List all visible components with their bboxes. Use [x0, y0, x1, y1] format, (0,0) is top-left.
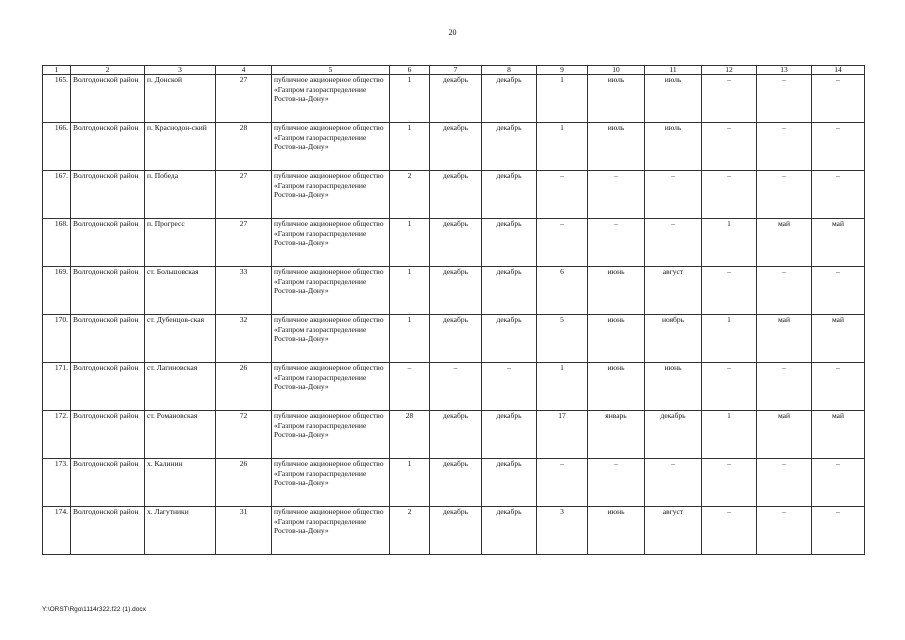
table-cell: п. Победа	[145, 171, 216, 219]
table-cell: Волгодонской район	[71, 75, 145, 123]
table-cell: июль	[588, 75, 645, 123]
table-cell: Волгодонской район	[71, 267, 145, 315]
column-number-header: 6	[390, 66, 430, 75]
table-cell: –	[812, 459, 865, 507]
table-cell: декабрь	[482, 171, 537, 219]
table-cell: 1	[390, 315, 430, 363]
table-cell: декабрь	[430, 75, 482, 123]
table-cell: –	[702, 459, 757, 507]
table-cell: 1	[390, 459, 430, 507]
table-cell: 1	[390, 267, 430, 315]
table-cell: 1	[702, 219, 757, 267]
table-cell: 166.	[43, 123, 71, 171]
table-cell: –	[757, 171, 812, 219]
table-cell: 6	[537, 267, 588, 315]
table-cell: Волгодонской район	[71, 315, 145, 363]
table-cell: июнь	[588, 507, 645, 555]
table-cell: 169.	[43, 267, 71, 315]
table-cell: июль	[645, 123, 702, 171]
table-cell: публичное акционерное общество «Газпром газораспределение Ростов-на-Дону»	[272, 171, 390, 219]
table-cell: 1	[390, 123, 430, 171]
table-cell: публичное акционерное общество «Газпром газораспределение Ростов-на-Дону»	[272, 507, 390, 555]
table-cell: –	[702, 123, 757, 171]
table-cell: –	[757, 267, 812, 315]
table-cell: –	[812, 507, 865, 555]
table-cell: –	[757, 459, 812, 507]
table-cell: –	[812, 363, 865, 411]
table-cell: –	[812, 75, 865, 123]
table-row	[43, 363, 865, 411]
table-cell: публичное акционерное общество «Газпром газораспределение Ростов-на-Дону»	[272, 219, 390, 267]
table-row	[43, 507, 865, 555]
table-cell: Волгодонской район	[71, 507, 145, 555]
table-cell: –	[812, 171, 865, 219]
column-number-header: 4	[216, 66, 272, 75]
table-cell: июнь	[588, 267, 645, 315]
column-number-header: 10	[588, 66, 645, 75]
table-cell: Волгодонской район	[71, 219, 145, 267]
table-cell: май	[812, 219, 865, 267]
table-cell: 33	[216, 267, 272, 315]
table-cell: декабрь	[482, 267, 537, 315]
table-cell: х. Лагутники	[145, 507, 216, 555]
table-row	[43, 267, 865, 315]
table-cell: –	[588, 459, 645, 507]
column-number-header: 1	[43, 66, 71, 75]
table-cell: декабрь	[482, 75, 537, 123]
column-number-header: 8	[482, 66, 537, 75]
table-cell: 1	[390, 75, 430, 123]
table-cell: –	[645, 459, 702, 507]
table-cell: 27	[216, 171, 272, 219]
table-cell: Волгодонской район	[71, 123, 145, 171]
table-cell: июнь	[645, 363, 702, 411]
table-cell: май	[757, 315, 812, 363]
table-cell: п. Краснодон-ский	[145, 123, 216, 171]
table-cell: –	[757, 75, 812, 123]
table-cell: август	[645, 267, 702, 315]
table-cell: –	[812, 267, 865, 315]
table-cell: 72	[216, 411, 272, 459]
table-cell: май	[757, 219, 812, 267]
table-cell: 17	[537, 411, 588, 459]
table-cell: июнь	[588, 363, 645, 411]
table-cell: –	[390, 363, 430, 411]
column-number-header: 14	[812, 66, 865, 75]
table-row	[43, 75, 865, 123]
table-cell: май	[812, 411, 865, 459]
table-cell: 26	[216, 459, 272, 507]
table-cell: январь	[588, 411, 645, 459]
table-cell: 27	[216, 219, 272, 267]
table-cell: июнь	[588, 315, 645, 363]
column-number-header: 3	[145, 66, 216, 75]
table-cell: май	[812, 315, 865, 363]
table-cell: декабрь	[430, 507, 482, 555]
table-cell: –	[757, 363, 812, 411]
table-cell: 1	[537, 123, 588, 171]
table-cell: 2	[390, 171, 430, 219]
table-cell: 27	[216, 75, 272, 123]
table-cell: ст. Лагиновская	[145, 363, 216, 411]
table-cell: 1	[702, 411, 757, 459]
table-cell: декабрь	[430, 219, 482, 267]
table-cell: –	[588, 219, 645, 267]
column-number-header: 12	[702, 66, 757, 75]
table-cell: ст. Большовская	[145, 267, 216, 315]
table-cell: публичное акционерное общество «Газпром газораспределение Ростов-на-Дону»	[272, 459, 390, 507]
table-cell: –	[702, 75, 757, 123]
table-cell: Волгодонской район	[71, 171, 145, 219]
table-cell: –	[757, 507, 812, 555]
table-cell: Волгодонской район	[71, 411, 145, 459]
column-number-header: 5	[272, 66, 390, 75]
table-cell: –	[757, 123, 812, 171]
table-cell: 1	[537, 75, 588, 123]
table-cell: –	[812, 123, 865, 171]
table-cell: 32	[216, 315, 272, 363]
table-cell: х. Калинин	[145, 459, 216, 507]
table-cell: –	[702, 507, 757, 555]
table-row	[43, 123, 865, 171]
column-number-header: 11	[645, 66, 702, 75]
page-number: 20	[448, 28, 457, 37]
table-cell: п. Прогресс	[145, 219, 216, 267]
table-cell: декабрь	[430, 411, 482, 459]
table-cell: 172.	[43, 411, 71, 459]
table-cell: 1	[702, 315, 757, 363]
table-cell: 173.	[43, 459, 71, 507]
schedule-table	[42, 65, 865, 555]
table-cell: публичное акционерное общество «Газпром газораспределение Ростов-на-Дону»	[272, 123, 390, 171]
table-cell: –	[537, 171, 588, 219]
table-cell: декабрь	[430, 123, 482, 171]
table-cell: –	[702, 171, 757, 219]
footer-file-path: Y:\ORST\Rgo\1114r322.f22 (1).docx	[42, 606, 146, 613]
table-cell: август	[645, 507, 702, 555]
table-cell: Волгодонской район	[71, 363, 145, 411]
table-cell: 174.	[43, 507, 71, 555]
table-cell: декабрь	[430, 315, 482, 363]
table-cell: май	[757, 411, 812, 459]
table-cell: 5	[537, 315, 588, 363]
table-cell: –	[537, 459, 588, 507]
table-cell: –	[702, 267, 757, 315]
table-cell: декабрь	[482, 411, 537, 459]
table-cell: п. Донской	[145, 75, 216, 123]
table-cell: публичное акционерное общество «Газпром газораспределение Ростов-на-Дону»	[272, 363, 390, 411]
table-row	[43, 411, 865, 459]
table-cell: 3	[537, 507, 588, 555]
table-cell: 31	[216, 507, 272, 555]
table-cell: публичное акционерное общество «Газпром газораспределение Ростов-на-Дону»	[272, 315, 390, 363]
table-cell: 1	[390, 219, 430, 267]
table-cell: декабрь	[482, 507, 537, 555]
table-row	[43, 459, 865, 507]
table-cell: –	[702, 363, 757, 411]
table-cell: –	[430, 363, 482, 411]
table-row	[43, 219, 865, 267]
table-cell: 28	[216, 123, 272, 171]
table-cell: декабрь	[482, 123, 537, 171]
table-cell: –	[645, 219, 702, 267]
table-cell: –	[482, 363, 537, 411]
table-cell: публичное акционерное общество «Газпром газораспределение Ростов-на-Дону»	[272, 75, 390, 123]
column-number-header: 7	[430, 66, 482, 75]
table-cell: 165.	[43, 75, 71, 123]
table-row	[43, 315, 865, 363]
table-cell: ноябрь	[645, 315, 702, 363]
table-cell: 171.	[43, 363, 71, 411]
table-cell: декабрь	[482, 219, 537, 267]
table-row	[43, 171, 865, 219]
table-cell: 28	[390, 411, 430, 459]
table-cell: декабрь	[482, 315, 537, 363]
table-cell: декабрь	[645, 411, 702, 459]
table-cell: декабрь	[430, 171, 482, 219]
table-cell: июль	[588, 123, 645, 171]
table-cell: –	[645, 171, 702, 219]
table-cell: 167.	[43, 171, 71, 219]
table-cell: Волгодонской район	[71, 459, 145, 507]
column-number-header: 2	[71, 66, 145, 75]
table-cell: –	[588, 171, 645, 219]
table-cell: 1	[537, 363, 588, 411]
column-number-header: 13	[757, 66, 812, 75]
table-cell: июль	[645, 75, 702, 123]
column-number-header: 9	[537, 66, 588, 75]
table-cell: декабрь	[482, 459, 537, 507]
table-cell: публичное акционерное общество «Газпром газораспределение Ростов-на-Дону»	[272, 267, 390, 315]
table-cell: ст. Дубенцов-ская	[145, 315, 216, 363]
table-cell: 26	[216, 363, 272, 411]
table-cell: 170.	[43, 315, 71, 363]
table-cell: декабрь	[430, 459, 482, 507]
table-cell: декабрь	[430, 267, 482, 315]
table-cell: публичное акционерное общество «Газпром газораспределение Ростов-на-Дону»	[272, 411, 390, 459]
table-cell: –	[537, 219, 588, 267]
table-cell: 168.	[43, 219, 71, 267]
table-cell: 2	[390, 507, 430, 555]
table-header-row	[43, 66, 865, 75]
table-cell: ст. Романовская	[145, 411, 216, 459]
